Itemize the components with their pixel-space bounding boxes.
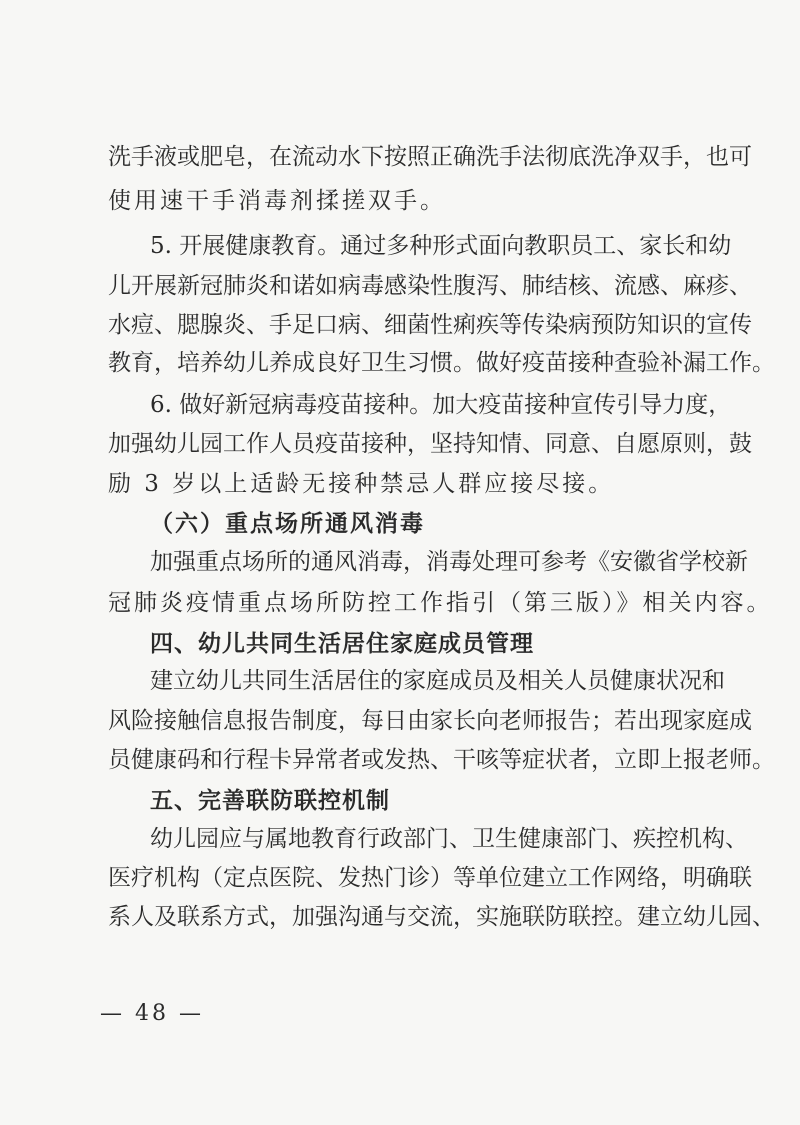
body-text-line: 系人及联系方式，加强沟通与交流，实施联防联控。建立幼儿园、: [108, 904, 775, 930]
body-text-line: 励 3 岁以上适龄无接种禁忌人群应接尽接。: [108, 471, 615, 497]
body-text-line: 洗手液或肥皂，在流动水下按照正确洗手法彻底洗净双手，也可: [108, 144, 752, 170]
body-text-line: 教育，培养幼儿养成良好卫生习惯。做好疫苗接种查验补漏工作。: [108, 350, 775, 376]
body-text-line: 冠肺炎疫情重点场所防控工作指引（第三版）》相关内容。: [108, 590, 773, 616]
body-text-line: 水痘、腮腺炎、手足口病、细菌性痢疾等传染病预防知识的宣传: [108, 312, 752, 338]
body-text-line: 风险接触信息报告制度，每日由家长向老师报告；若出现家庭成: [108, 708, 752, 734]
body-text-line: 5. 开展健康教育。通过多种形式面向教职员工、家长和幼: [150, 233, 732, 259]
page-number: — 48 —: [100, 1001, 204, 1026]
body-text-line: 幼儿园应与属地教育行政部门、卫生健康部门、疾控机构、: [150, 826, 748, 852]
body-text-line: 加强幼儿园工作人员疫苗接种，坚持知情、同意、自愿原则，鼓: [108, 431, 752, 457]
section-subheading: （六）重点场所通风消毒: [150, 510, 425, 537]
body-text-line: 员健康码和行程卡异常者或发热、干咳等症状者，立即上报老师。: [108, 747, 775, 773]
section-heading: 五、完善联防联控机制: [150, 788, 390, 814]
body-text-line: 建立幼儿共同生活居住的家庭成员及相关人员健康状况和: [150, 668, 725, 694]
section-heading: 四、幼儿共同生活居住家庭成员管理: [150, 631, 534, 657]
body-text-line: 儿开展新冠肺炎和诺如病毒感染性腹泻、肺结核、流感、麻疹、: [108, 273, 752, 299]
body-text-line: 医疗机构（定点医院、发热门诊）等单位建立工作网络，明确联: [108, 865, 752, 891]
body-text-line: 加强重点场所的通风消毒，消毒处理可参考《安徽省学校新: [150, 549, 748, 575]
body-text-line: 6. 做好新冠病毒疫苗接种。加大疫苗接种宣传引导力度，: [150, 392, 732, 418]
body-text-line: 使用速干手消毒剂揉搓双手。: [108, 188, 446, 214]
